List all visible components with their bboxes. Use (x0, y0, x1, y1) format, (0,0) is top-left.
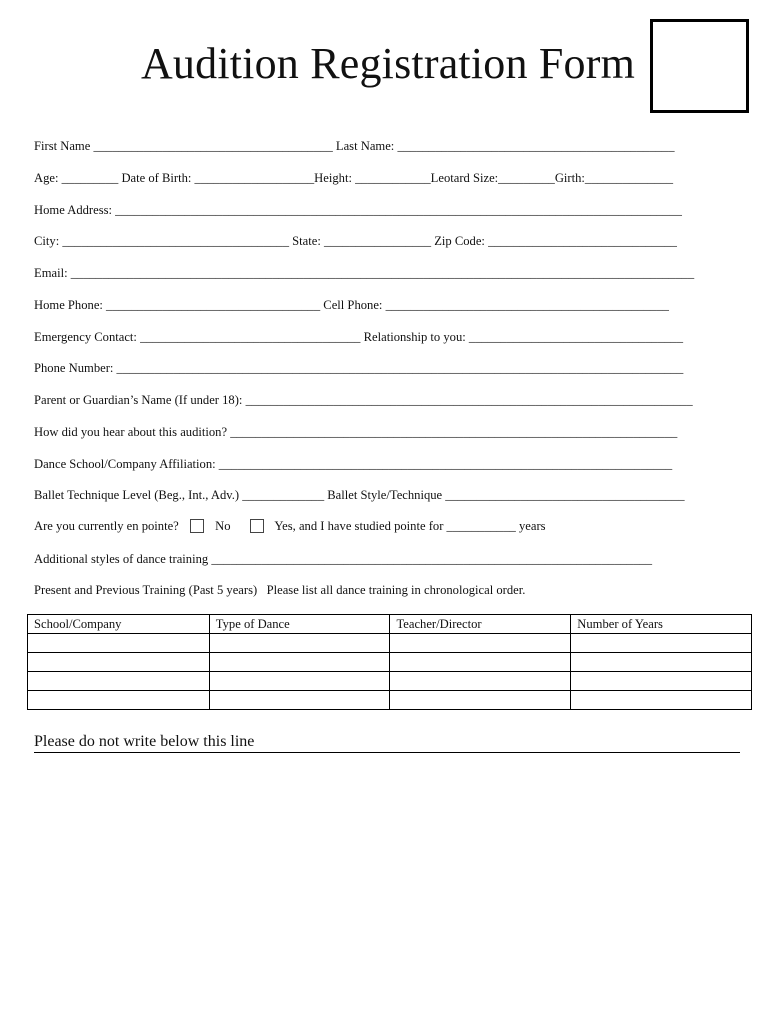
table-row (28, 653, 752, 672)
header-teacher-director: Teacher/Director (390, 615, 571, 634)
table-cell[interactable] (390, 653, 571, 672)
hear-about-label: How did you hear about this audition? _______________________________________________________________________ (34, 425, 678, 439)
phone-field[interactable] (34, 295, 742, 315)
training-intro (34, 580, 742, 600)
training-intro-text: Present and Previous Training (Past 5 years) Please list all dance training in chronological order. (34, 583, 526, 597)
table-cell[interactable] (28, 691, 210, 710)
table-cell[interactable] (571, 634, 752, 653)
table-cell[interactable] (209, 634, 390, 653)
table-cell[interactable] (571, 691, 752, 710)
pointe-yes-label: Yes, and I have studied pointe for ___________ years (274, 519, 546, 533)
table-cell[interactable] (209, 653, 390, 672)
hear-about-field[interactable] (34, 422, 742, 442)
city-state-zip-field[interactable] (34, 231, 742, 251)
additional-styles-label: Additional styles of dance training ______________________________________________________________________ (34, 552, 653, 566)
table-row (28, 672, 752, 691)
training-table-header (28, 615, 752, 634)
city-state-zip-label: City: ____________________________________ State: _________________ Zip Code: ______________________________ (34, 234, 677, 248)
additional-styles-field[interactable] (34, 549, 742, 569)
photo-box (650, 19, 749, 113)
table-cell[interactable] (28, 672, 210, 691)
pointe-question-label: Are you currently en pointe? (34, 519, 179, 533)
parent-guardian-field[interactable] (34, 390, 742, 410)
ballet-technique-label: Ballet Technique Level (Beg., Int., Adv.) _____________ Ballet Style/Technique ______________________________________ (34, 488, 685, 502)
pointe-yes-checkbox[interactable] (250, 519, 264, 533)
table-cell[interactable] (390, 634, 571, 653)
pointe-no-checkbox[interactable] (190, 519, 204, 533)
footer-note: Please do not write below this line (34, 732, 740, 753)
table-cell[interactable] (390, 691, 571, 710)
affiliation-field[interactable] (34, 454, 742, 474)
pointe-no-label: No (215, 519, 231, 533)
table-row (28, 691, 752, 710)
table-cell[interactable] (28, 653, 210, 672)
table-cell[interactable] (28, 634, 210, 653)
phone-number-label: Phone Number: __________________________________________________________________________________________ (34, 361, 684, 375)
age-dob-height-field[interactable] (34, 168, 742, 188)
phone-number-field[interactable] (34, 358, 742, 378)
table-cell[interactable] (571, 653, 752, 672)
header-number-of-years: Number of Years (571, 615, 752, 634)
emergency-contact-label: Emergency Contact: ___________________________________ Relationship to you: __________________________________ (34, 330, 684, 344)
phone-label: Home Phone: __________________________________ Cell Phone: _____________________________________________ (34, 298, 669, 312)
age-dob-height-label: Age: _________ Date of Birth: ___________________Height: ____________Leotard Size:_________Girth:______________ (34, 171, 674, 185)
header-type-of-dance: Type of Dance (209, 615, 390, 634)
email-label: Email: ___________________________________________________________________________________________________ (34, 266, 695, 280)
emergency-contact-field[interactable] (34, 327, 742, 347)
table-cell[interactable] (390, 672, 571, 691)
header-school-company: School/Company (28, 615, 210, 634)
table-cell[interactable] (209, 672, 390, 691)
table-row (28, 634, 752, 653)
ballet-technique-field[interactable] (34, 485, 742, 505)
table-cell[interactable] (209, 691, 390, 710)
parent-guardian-label: Parent or Guardian’s Name (If under 18): _______________________________________________________________________ (34, 393, 693, 407)
training-table (27, 614, 752, 710)
first-last-name-label: First Name ______________________________________ Last Name: ____________________________________________ (34, 139, 675, 153)
first-last-name-field[interactable] (34, 136, 742, 156)
table-cell[interactable] (571, 672, 752, 691)
home-address-field[interactable] (34, 200, 742, 220)
home-address-label: Home Address: __________________________________________________________________________________________ (34, 203, 682, 217)
pointe-question-row (34, 516, 742, 536)
form-title: Audition Registration Form (140, 39, 636, 88)
affiliation-label: Dance School/Company Affiliation: ________________________________________________________________________ (34, 457, 673, 471)
email-field[interactable] (34, 263, 742, 283)
